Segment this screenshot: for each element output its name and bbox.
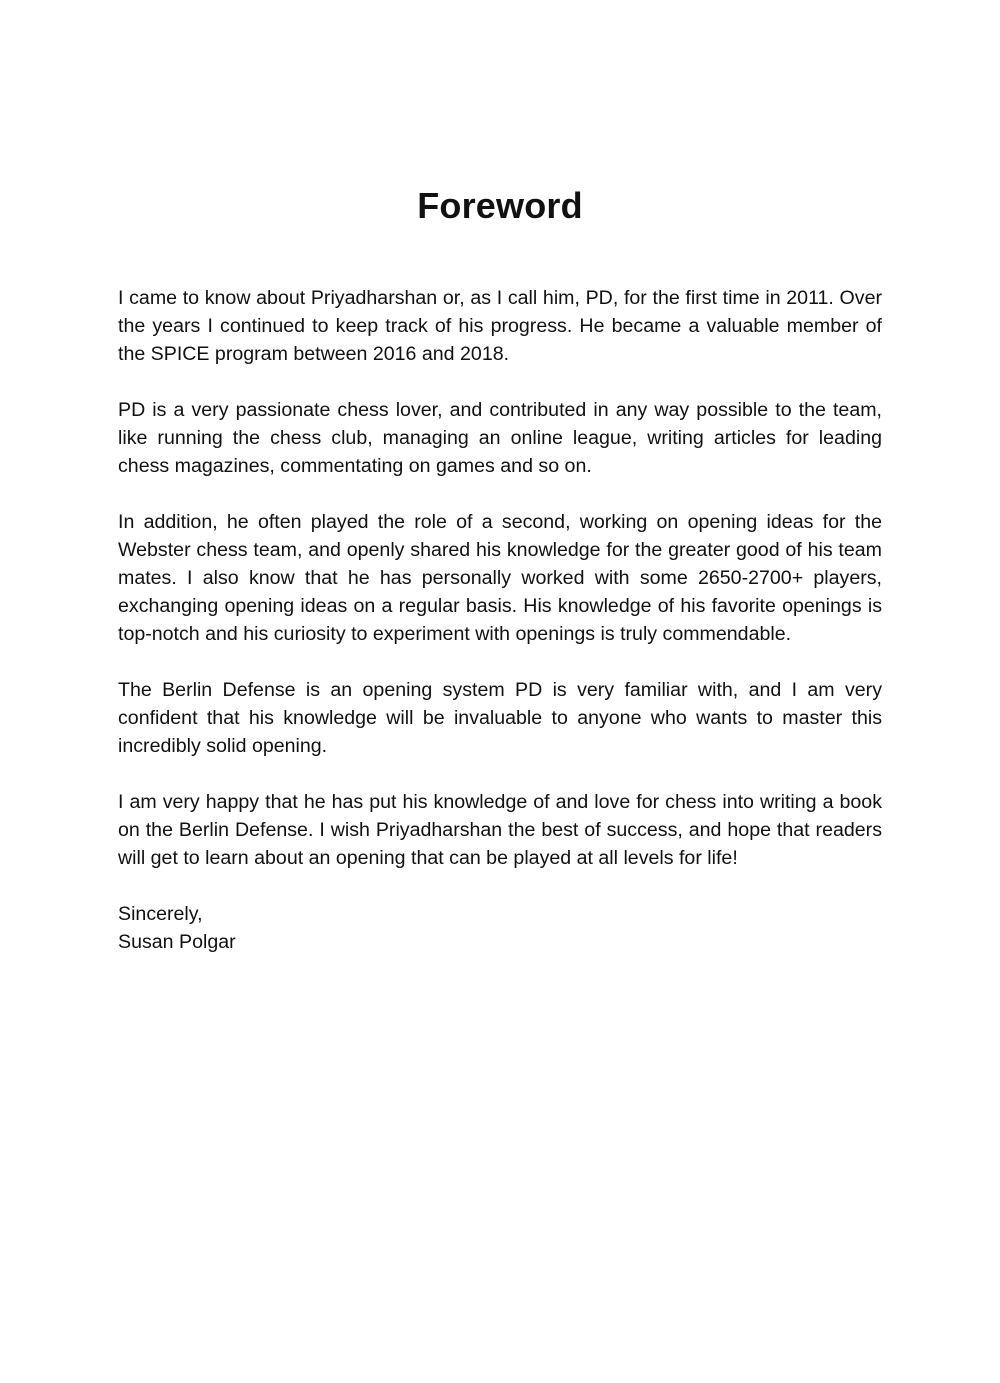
paragraph-1: I came to know about Priyadharshan or, as I call him, PD, for the first time in 2011. Over the years I continued to keep track of his progress. He became a valuable member of the SPICE program between 2016 and 2018. <box>118 287 882 365</box>
paragraph-5: I am very happy that he has put his knowledge of and love for chess into writing a book on the Berlin Defense. I wish Priyadharshan the best of success, and hope that readers will get to learn about an opening that can be played at all levels for life! <box>118 791 882 869</box>
paragraph-3: In addition, he often played the role of a second, working on opening ideas for the Webster chess team, and openly shared his knowledge for the greater good of his team mates. I also know that he has personally worked with some 2650-2700+ players, exchanging opening ideas on a regular basis. His knowledge of his favorite openings is top-notch and his curiosity to experiment with openings is truly commendable. <box>118 511 882 645</box>
paragraph-4: The Berlin Defense is an opening system PD is very familiar with, and I am very confident that his knowledge will be invaluable to anyone who wants to master this incredibly solid opening. <box>118 679 882 757</box>
page-title: Foreword <box>417 185 583 226</box>
closing-block <box>118 900 882 956</box>
signature-name: Susan Polgar <box>118 931 236 953</box>
closing-salutation: Sincerely, <box>118 903 203 925</box>
paragraph-2: PD is a very passionate chess lover, and contributed in any way possible to the team, like running the chess club, managing an online league, writing articles for leading chess magazines, commentating on games and so on. <box>118 399 882 477</box>
foreword-body <box>118 284 882 956</box>
